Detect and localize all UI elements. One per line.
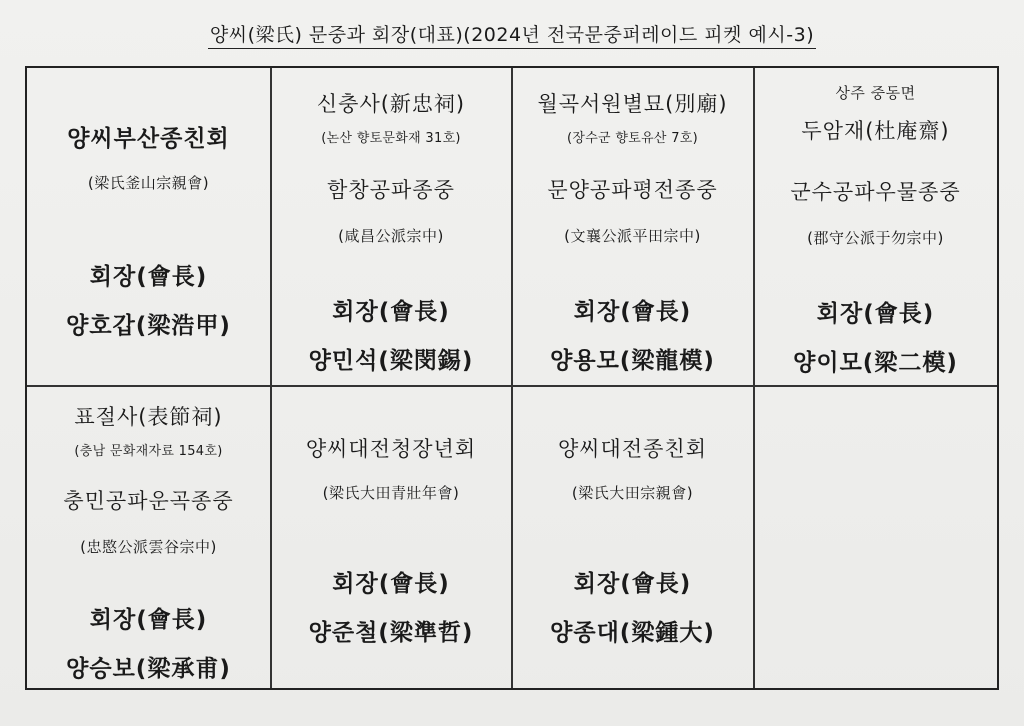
clan-hanja: (梁氏大田宗親會) <box>571 484 694 502</box>
role-label: 회장(會長) <box>332 299 450 325</box>
clan-hanja: (忠愍公派雲谷宗中) <box>80 538 217 556</box>
person-name: 양민석(梁閔錫) <box>308 348 474 374</box>
shrine-name: 신충사(新忠祠) <box>316 92 466 116</box>
role-label: 회장(會長) <box>89 607 208 633</box>
shrine-note: (장수군 향토유산 7호) <box>566 131 699 146</box>
cell-duamjae <box>754 68 997 385</box>
role-label: 회장(會長) <box>573 571 692 597</box>
person-name: 양승보(梁承甫) <box>66 656 231 682</box>
role-label: 회장(會長) <box>816 301 935 327</box>
clan-name: 함창공파종중 <box>327 178 455 202</box>
clan-name: 충민공파운곡종중 <box>63 489 234 513</box>
role-label: 회장(會長) <box>332 571 450 597</box>
picket-table <box>25 66 999 690</box>
person-name: 양준철(梁準哲) <box>308 620 474 646</box>
clan-name: 양씨부산종친회 <box>67 126 230 152</box>
cell-wolgok <box>512 68 753 385</box>
page-title-text: 양씨(梁氏) 문중과 회장(대표)(2024년 전국문중퍼레이드 피켓 예시-3) <box>208 24 816 49</box>
shrine-name: 월곡서원별묘(別廟) <box>537 92 728 116</box>
clan-name: 문양공파평전종중 <box>547 178 718 202</box>
cell-empty <box>754 387 997 690</box>
cell-pyojeolsa <box>27 387 270 690</box>
clan-name: 군수공파우물종중 <box>790 180 961 204</box>
clan-hanja: (梁氏釜山宗親會) <box>87 174 210 192</box>
person-name: 양이모(梁二模) <box>793 350 958 376</box>
clan-name: 양씨대전종친회 <box>557 437 707 461</box>
shrine-note: (충남 문화재자료 154호) <box>74 444 223 459</box>
cell-sinchungsa <box>271 68 511 385</box>
cell-daejeon-clan <box>512 387 753 690</box>
clan-hanja: (郡守公派于勿宗中) <box>807 229 944 247</box>
clan-hanja: (文襄公派平田宗中) <box>564 227 701 245</box>
person-name: 양호갑(梁浩甲) <box>66 313 231 339</box>
shrine-note: (논산 향토문화재 31호) <box>321 131 461 146</box>
place-name: 상주 중동면 <box>835 84 916 102</box>
person-name: 양종대(梁鍾大) <box>550 620 715 646</box>
cell-busan <box>27 68 270 385</box>
clan-hanja: (咸昌公派宗中) <box>338 227 444 245</box>
shrine-name: 표절사(表節祠) <box>74 405 223 429</box>
clan-name: 양씨대전청장년회 <box>305 437 477 461</box>
shrine-name: 두암재(杜庵齋) <box>801 119 950 143</box>
role-label: 회장(會長) <box>89 264 208 290</box>
clan-hanja: (梁氏大田青壯年會) <box>322 484 460 502</box>
cell-daejeon-youth <box>271 387 511 690</box>
role-label: 회장(會長) <box>573 299 692 325</box>
person-name: 양용모(梁龍模) <box>550 348 715 374</box>
page-title <box>0 20 1024 47</box>
